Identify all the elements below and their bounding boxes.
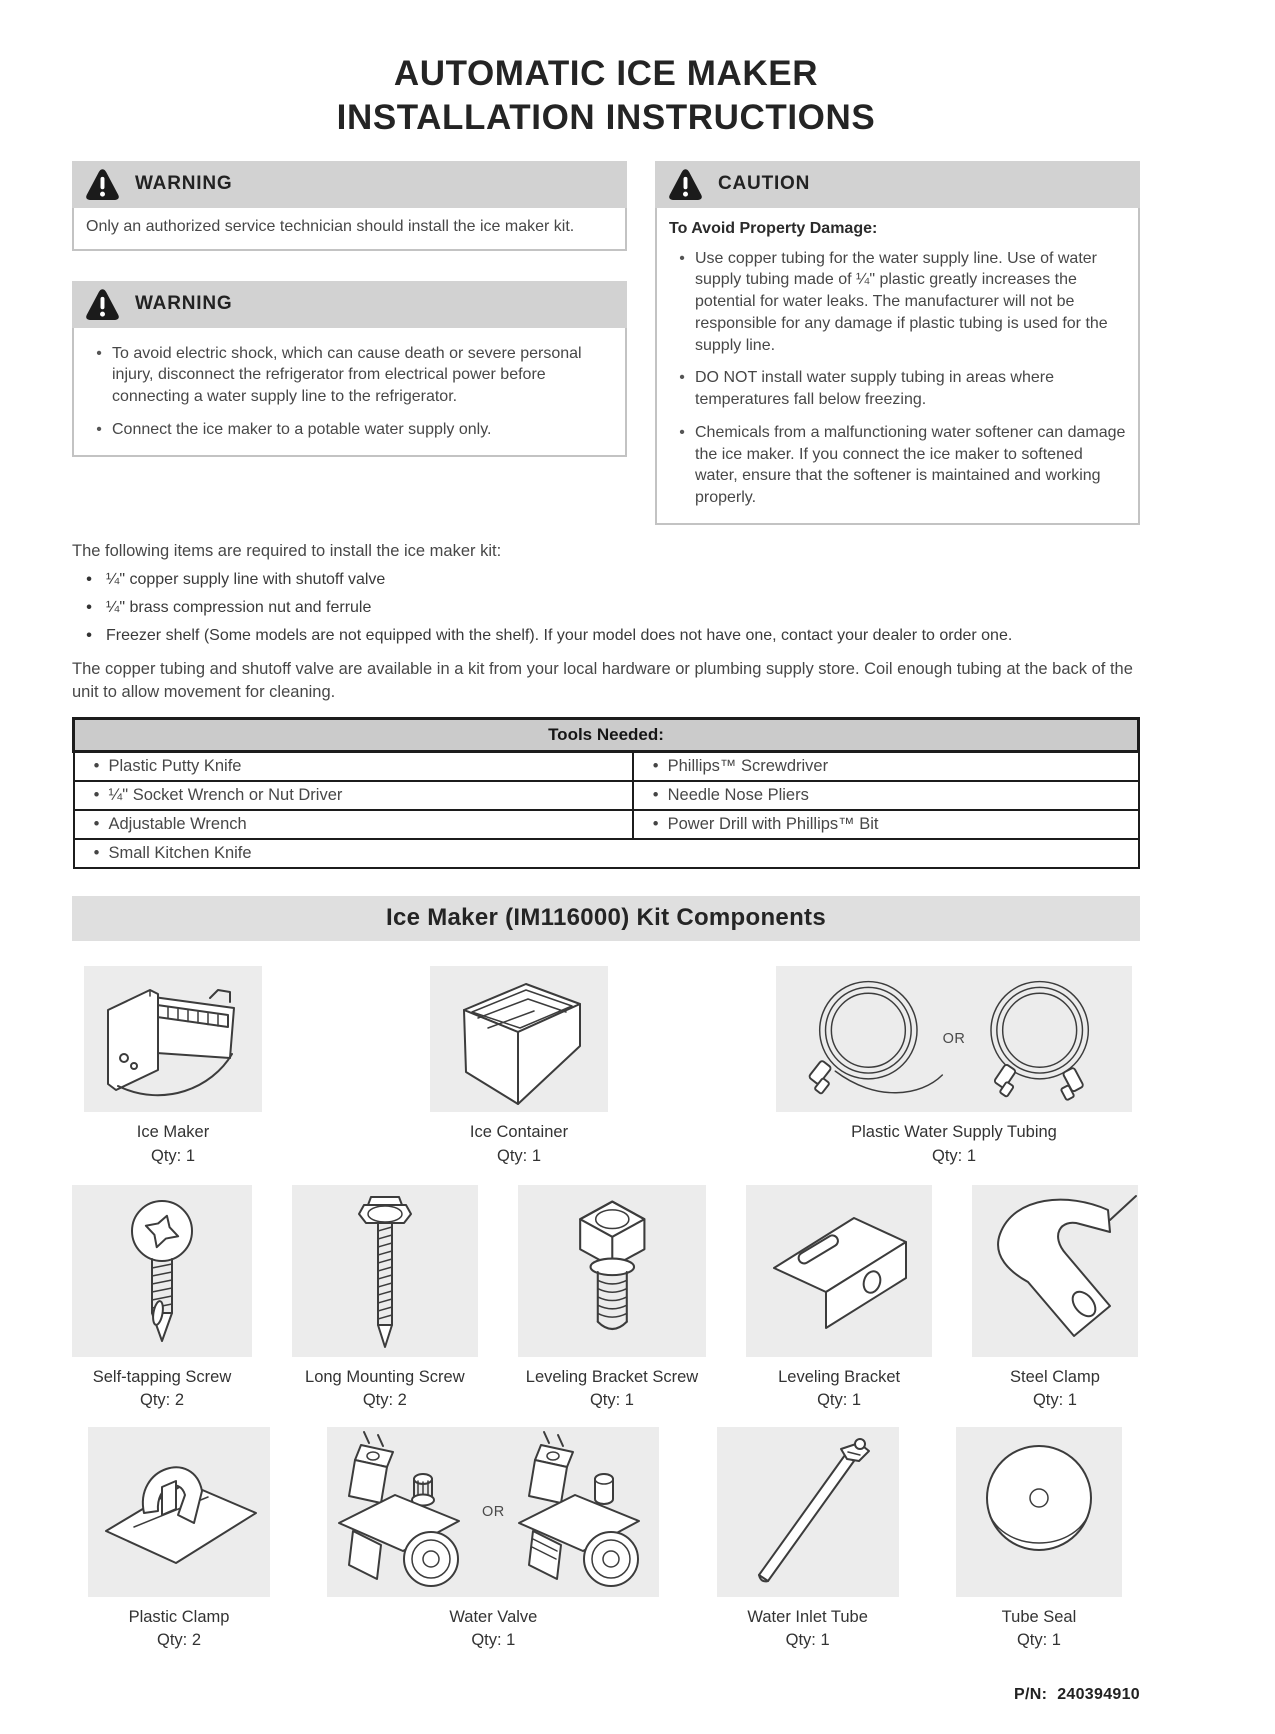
warning-1-label: WARNING [135, 173, 233, 195]
component-name: Plastic Water Supply Tubing [851, 1123, 1057, 1142]
ice-maker-icon [84, 966, 262, 1112]
warning-box-1 [72, 161, 627, 251]
component-qty: Qty: 1 [589, 1390, 634, 1409]
caution-bullet-2 [669, 367, 1126, 411]
bullet-marker [644, 757, 668, 776]
component-name: Ice Maker [136, 1123, 210, 1142]
caution-heading: To Avoid Property Damage: [669, 219, 878, 237]
component-name: Water Valve [449, 1607, 538, 1626]
component-tube-seal [956, 1427, 1122, 1652]
component-caption [1010, 1366, 1100, 1412]
component-name: Water Inlet Tube [747, 1607, 868, 1626]
bullet-text: ¼" brass compression nut and ferrule [106, 598, 372, 616]
component-caption [526, 1366, 698, 1412]
component-qty: Qty: 1 [471, 1630, 516, 1649]
component-water-inlet-tube [717, 1427, 899, 1652]
tools-table [72, 717, 1140, 869]
bullet-marker [85, 786, 109, 805]
warning-2-body [72, 328, 627, 457]
component-qty: Qty: 2 [362, 1390, 407, 1409]
bullet-marker [669, 367, 695, 411]
component-caption [137, 1121, 209, 1167]
kit-row-3 [72, 1427, 1140, 1652]
tools-row [74, 839, 1139, 868]
component-leveling-bracket-screw [518, 1185, 707, 1412]
bullet-text: Connect the ice maker to a potable water supply only. [112, 420, 492, 438]
component-plastic-clamp [88, 1427, 270, 1652]
component-qty: Qty: 2 [139, 1390, 184, 1409]
bullet-marker [72, 627, 106, 645]
component-caption [305, 1366, 465, 1412]
tool-cell [633, 781, 1139, 810]
component-image-tile [717, 1427, 899, 1597]
warning-icon [85, 287, 120, 322]
bullet-marker [644, 786, 668, 805]
caution-body [655, 208, 1140, 525]
plastic-clamp-icon [88, 1427, 270, 1597]
caution-header [655, 161, 1140, 208]
component-name: Long Mounting Screw [305, 1367, 465, 1386]
bullet-marker [85, 844, 109, 863]
component-name: Steel Clamp [1010, 1367, 1100, 1386]
requirement-item-1 [72, 571, 1140, 589]
component-image-tile [292, 1185, 478, 1357]
long-mounting-screw-icon [292, 1185, 478, 1357]
component-steel-clamp [972, 1185, 1138, 1412]
component-plastic-water-supply-tubing [776, 966, 1132, 1167]
bullet-marker [72, 571, 106, 589]
page-title [72, 52, 1140, 141]
component-name: Plastic Clamp [128, 1607, 230, 1626]
or-label: OR [481, 1503, 505, 1520]
warning-2-header [72, 281, 627, 328]
warning-box-2 [72, 281, 627, 457]
kit-components-title: Ice Maker (IM116000) Kit Components [386, 904, 826, 932]
component-name: Tube Seal [1001, 1607, 1077, 1626]
warning-1-header [72, 161, 627, 208]
part-number-value: 240394910 [1057, 1685, 1140, 1703]
page-title-line1: AUTOMATIC ICE MAKER [393, 54, 819, 93]
component-image-tile [430, 966, 608, 1112]
tool-name: Power Drill with Phillips™ Bit [667, 815, 879, 834]
component-caption [129, 1606, 230, 1652]
component-image-tile [327, 1427, 659, 1597]
or-label: OR [942, 1031, 966, 1048]
caution-label: CAUTION [718, 173, 811, 195]
component-caption [470, 1121, 568, 1167]
component-caption [747, 1606, 867, 1652]
warning-1-body [72, 208, 627, 251]
requirements-list [72, 571, 1140, 645]
component-image-tile [972, 1185, 1138, 1357]
tool-name: Needle Nose Pliers [667, 786, 809, 805]
component-qty: Qty: 1 [496, 1146, 541, 1165]
component-ice-container [430, 966, 608, 1167]
bullet-text: DO NOT install water supply tubing in areas where temperatures fall below freezing. [695, 369, 1054, 409]
requirement-item-3 [72, 627, 1140, 645]
self-tapping-screw-icon [72, 1185, 252, 1357]
component-image-tile [776, 966, 1132, 1112]
tool-cell [74, 810, 633, 839]
tools-row [74, 810, 1139, 839]
component-water-valve [327, 1427, 659, 1652]
left-column [72, 161, 627, 457]
bullet-text: ¼" copper supply line with shutoff valve [106, 570, 386, 588]
component-name: Leveling Bracket Screw [525, 1367, 699, 1386]
component-image-tile [72, 1185, 252, 1357]
tool-cell [74, 781, 633, 810]
component-qty: Qty: 1 [931, 1146, 976, 1165]
warning-icon [85, 167, 120, 202]
steel-clamp-icon [972, 1185, 1138, 1357]
bullet-text: Use copper tubing for the water supply line. Use of water supply tubing made of ¼" plastic greatly increases the potential for water leaks. The manufacturer will not be responsible for any damage if plastic tubing is used for the supply line. [695, 249, 1108, 354]
part-number [72, 1686, 1140, 1704]
leveling-bracket-screw-icon [518, 1185, 707, 1357]
tool-cell [74, 752, 633, 782]
bullet-marker [86, 419, 112, 441]
requirement-item-2 [72, 599, 1140, 617]
bullet-text: Chemicals from a malfunctioning water softener can damage the ice maker. If you connect the ice maker to softened water, ensure that the softener is maintained and working properly. [695, 423, 1126, 507]
component-caption [449, 1606, 537, 1652]
warning-2-label: WARNING [135, 293, 233, 315]
component-image-tile [746, 1185, 932, 1357]
leveling-bracket-icon [746, 1185, 932, 1357]
bullet-text: Freezer shelf (Some models are not equipped with the shelf). If your model does not have one, contact your dealer to order one. [106, 626, 1013, 644]
component-qty: Qty: 1 [1016, 1630, 1061, 1649]
tool-cell [74, 839, 1139, 868]
ice-container-icon [430, 966, 608, 1112]
caution-bullet-1 [669, 248, 1126, 357]
tool-name: Plastic Putty Knife [108, 757, 242, 776]
bullet-marker [72, 599, 106, 617]
component-qty: Qty: 2 [156, 1630, 201, 1649]
tools-row [74, 752, 1139, 782]
warning-2-bullet-1 [86, 343, 613, 408]
requirements-intro: The following items are required to install the ice maker kit: [72, 541, 502, 560]
page-title-line2: INSTALLATION INSTRUCTIONS [336, 98, 876, 138]
caution-icon [668, 167, 703, 202]
component-image-tile [84, 966, 262, 1112]
water-inlet-tube-icon [717, 1427, 899, 1597]
component-caption [1002, 1606, 1077, 1652]
bullet-marker [669, 422, 695, 509]
component-name: Leveling Bracket [778, 1367, 901, 1386]
bullet-marker [85, 757, 109, 776]
component-self-tapping-screw [72, 1185, 252, 1412]
warning-1-text: Only an authorized service technician should install the ice maker kit. [86, 217, 575, 235]
bullet-marker [644, 815, 668, 834]
caution-bullet-3 [669, 422, 1126, 509]
component-image-tile [88, 1427, 270, 1597]
tool-name: Phillips™ Screwdriver [667, 757, 829, 776]
caution-box [655, 161, 1140, 525]
component-ice-maker [84, 966, 262, 1167]
tool-cell [633, 810, 1139, 839]
tools-row [74, 781, 1139, 810]
bullet-text: To avoid electric shock, which can cause death or severe personal injury, disconnect the refrigerator from electrical power before connecting a water supply line to the refrigerator. [112, 344, 582, 406]
bullet-marker [86, 343, 112, 408]
component-name: Ice Container [469, 1123, 569, 1142]
tool-cell [633, 752, 1139, 782]
tool-name: Adjustable Wrench [108, 815, 247, 834]
kit-components-banner [72, 896, 1140, 941]
component-image-tile [518, 1185, 707, 1357]
tools-table-header: Tools Needed: [74, 719, 1139, 752]
component-qty: Qty: 1 [785, 1630, 830, 1649]
tube-seal-icon [956, 1427, 1122, 1597]
bullet-marker [669, 248, 695, 357]
component-caption [93, 1366, 232, 1412]
component-long-mounting-screw [292, 1185, 478, 1412]
warning-2-bullet-2 [86, 419, 613, 441]
tool-name: ¼" Socket Wrench or Nut Driver [108, 786, 343, 805]
component-name: Self-tapping Screw [92, 1367, 232, 1386]
component-qty: Qty: 1 [150, 1146, 195, 1165]
component-image-tile [956, 1427, 1122, 1597]
component-qty: Qty: 1 [1032, 1390, 1077, 1409]
part-number-label: P/N: [1014, 1685, 1048, 1703]
component-caption [778, 1366, 900, 1412]
alerts-section [72, 161, 1140, 525]
kit-row-2 [72, 1185, 1140, 1412]
kit-row-1 [72, 966, 1140, 1167]
component-caption [851, 1121, 1057, 1167]
right-column [655, 161, 1140, 525]
tool-name: Small Kitchen Knife [108, 844, 252, 863]
requirements-outro: The copper tubing and shutoff valve are available in a kit from your local hardware or plumbing supply store. Coil enough tubing at the back of the unit to allow movement for cleaning. [72, 659, 1133, 701]
bullet-marker [85, 815, 109, 834]
component-qty: Qty: 1 [817, 1390, 862, 1409]
component-leveling-bracket [746, 1185, 932, 1412]
